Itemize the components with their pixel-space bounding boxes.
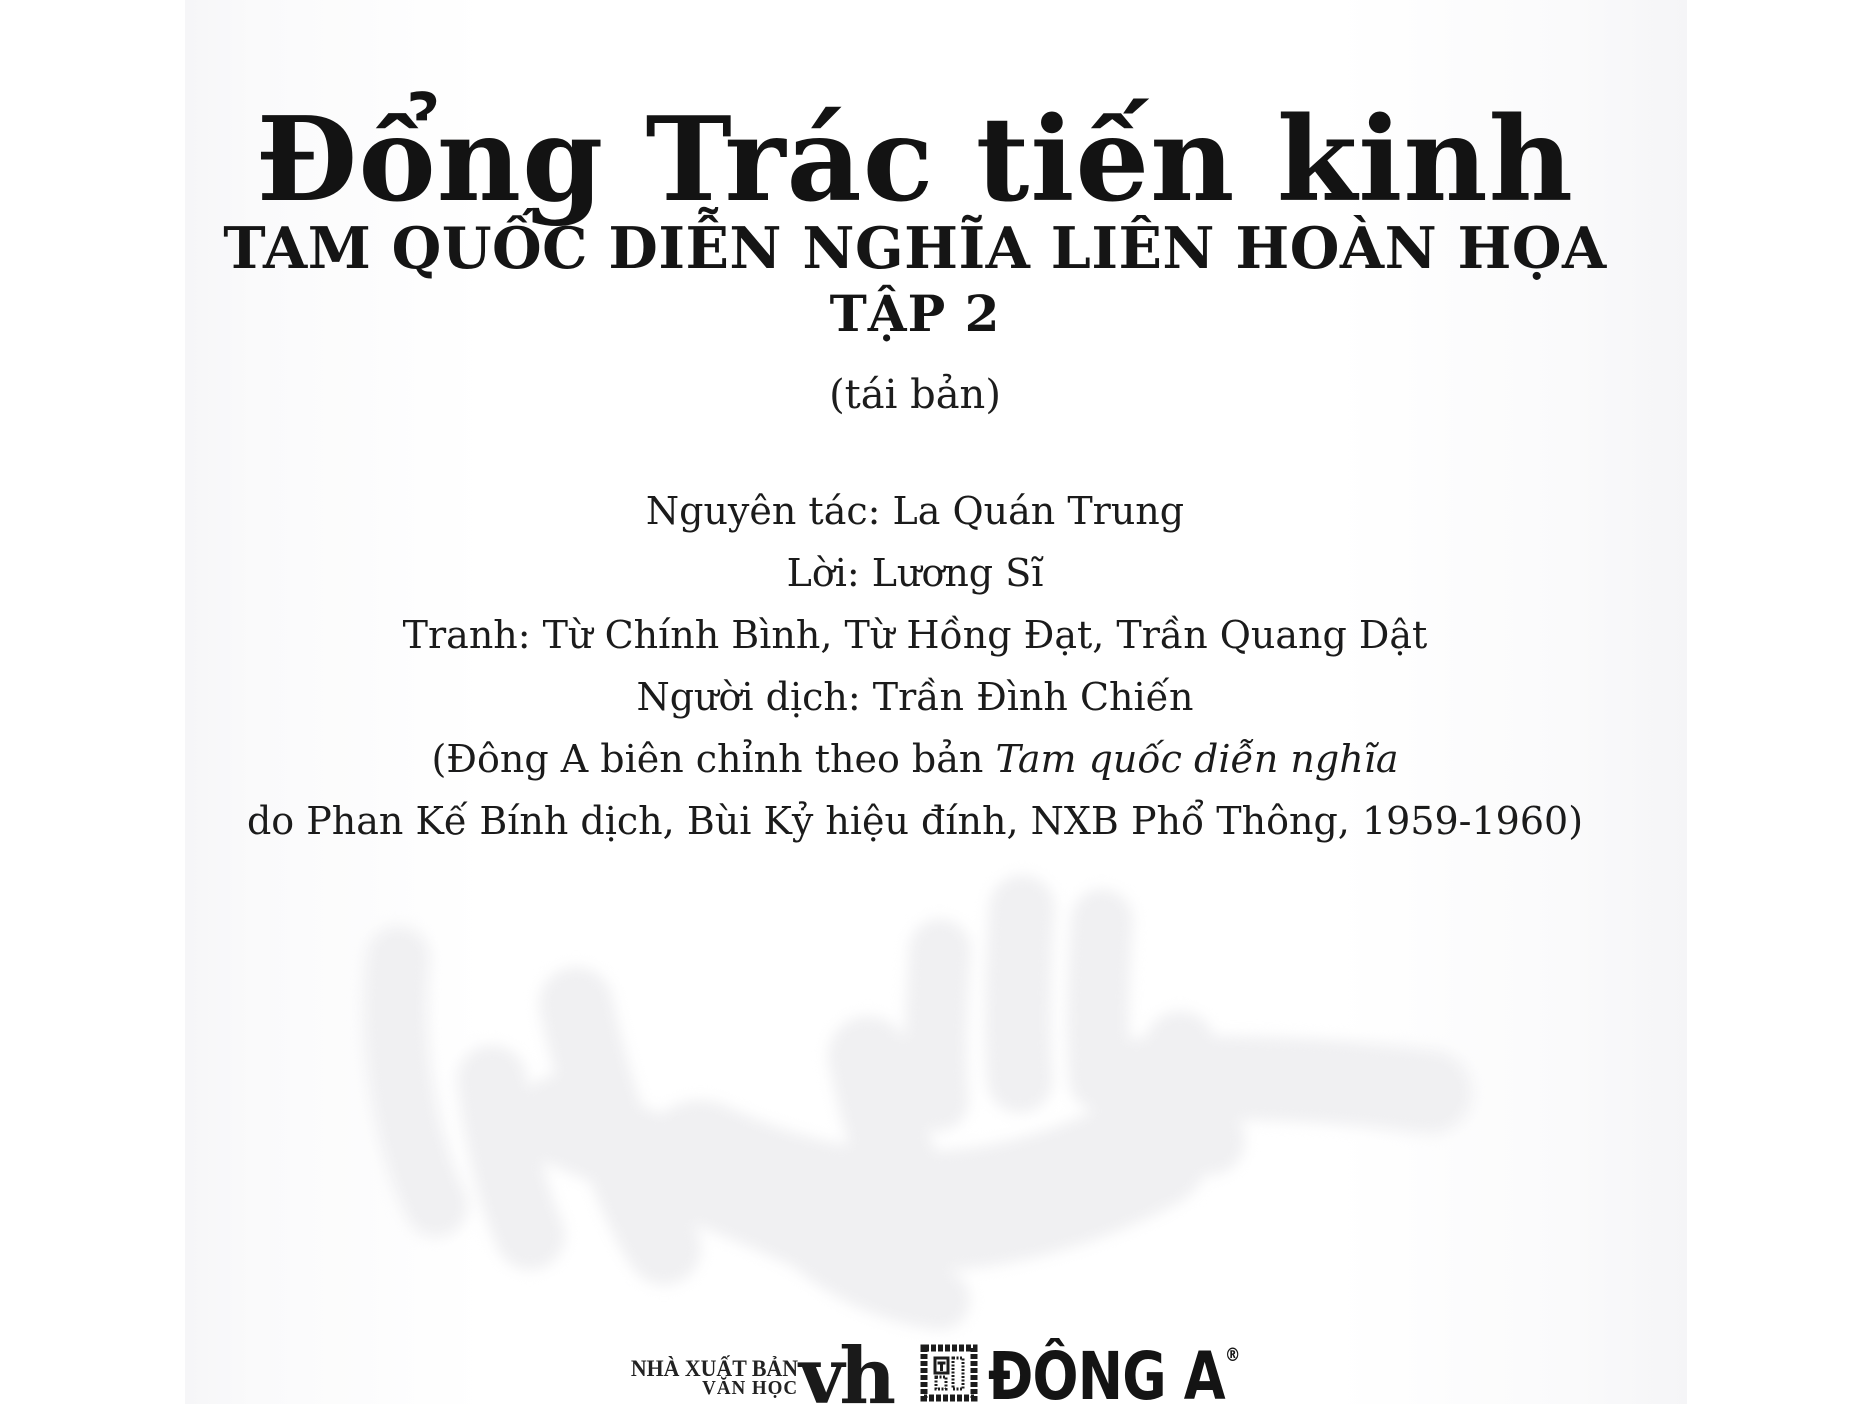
donga-logo-text: ĐÔNG A xyxy=(988,1338,1225,1404)
van-hoc-publisher-logo: vh xyxy=(799,1331,892,1404)
series-title: TAM QUỐC DIỄN NGHĨA LIÊN HOÀN HỌA xyxy=(223,215,1607,283)
publisher-name-line1: NHÀ XUẤT BẢN xyxy=(630,1356,798,1381)
credit-translator: Người dịch: Trần Đình Chiến xyxy=(636,675,1194,719)
credit-artists: Tranh: Từ Chính Bình, Từ Hồng Đạt, Trần Quang Dật xyxy=(402,613,1428,657)
edition-note-book-title: Tam quốc diễn nghĩa xyxy=(995,737,1399,781)
publisher-name-line2: VĂN HỌC xyxy=(702,1377,798,1399)
registered-trademark-icon: ® xyxy=(1224,1344,1241,1366)
book-title: Đổng Trác tiến kinh xyxy=(255,91,1575,228)
donga-seal-icon xyxy=(920,1344,978,1402)
volume-label: TẬP 2 xyxy=(829,284,1001,343)
publisher-name xyxy=(553,1358,798,1397)
edition-note: (tái bản) xyxy=(829,372,1001,418)
credit-original-author: Nguyên tác: La Quán Trung xyxy=(645,489,1185,533)
credit-edition-note-line2: do Phan Kế Bính dịch, Bùi Kỷ hiệu đính, NXB Phổ Thông, 1959-1960) xyxy=(246,799,1584,843)
credit-edition-note-line1 xyxy=(165,728,1665,790)
credits-block xyxy=(165,480,1665,852)
donga-logo xyxy=(988,1338,1296,1404)
edition-note-prefix: (Đông A biên chỉnh theo bản xyxy=(431,737,996,781)
credit-script-author: Lời: Lương Sĩ xyxy=(786,551,1044,595)
